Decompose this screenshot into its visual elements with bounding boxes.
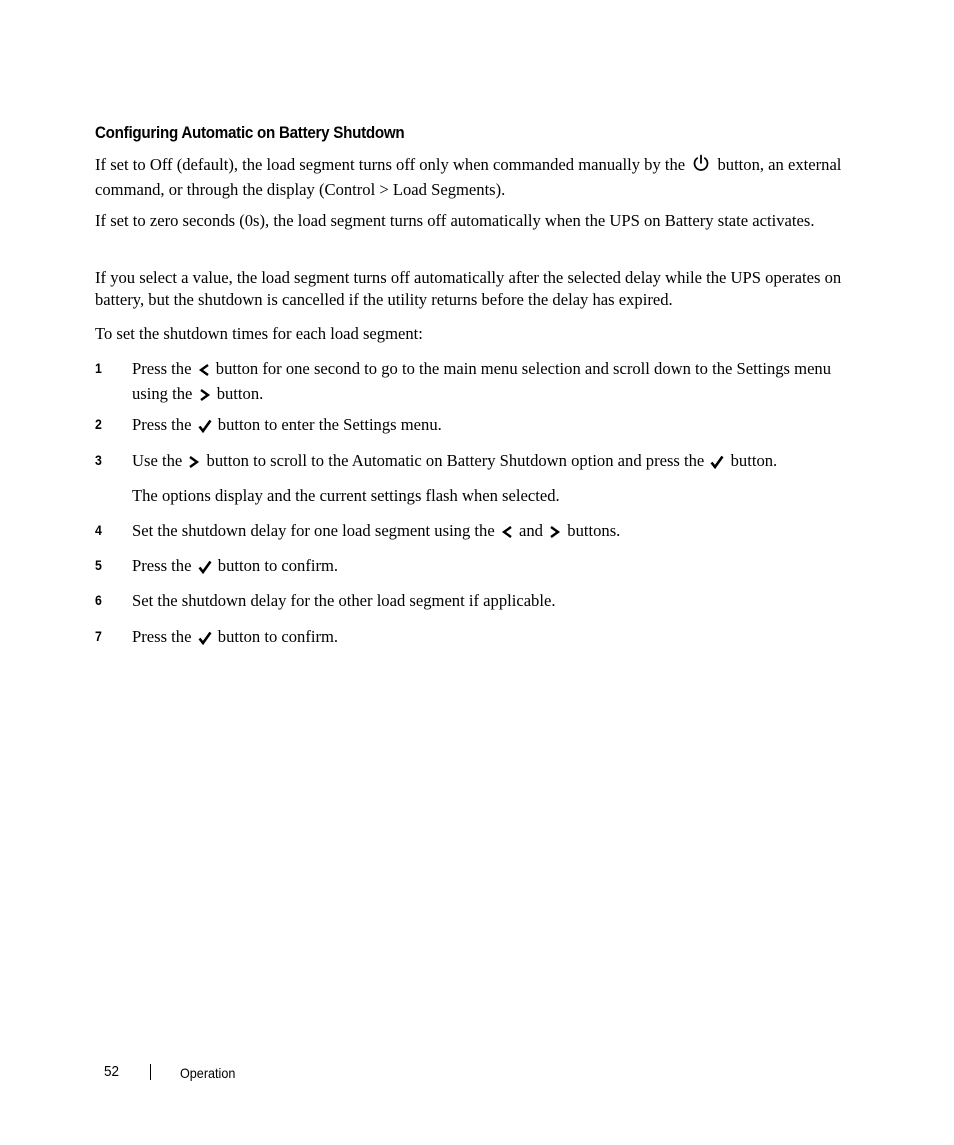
step-text: Press the — [132, 627, 192, 646]
step-3 — [132, 450, 862, 475]
step-text: Set the shutdown delay for one load segment using the — [132, 521, 495, 540]
step-text: button to enter the Settings menu. — [217, 415, 442, 434]
footer-divider — [150, 1064, 151, 1080]
step-number: 3 — [95, 452, 102, 468]
paragraph-text: If set to Off (default), the load segment turns off only when commanded manually by the — [95, 155, 686, 174]
page-number: 52 — [104, 1063, 120, 1080]
step-text: Press the — [132, 556, 192, 575]
step-4 — [132, 520, 862, 545]
checkmark-icon — [198, 629, 212, 651]
step-text: button. — [216, 383, 264, 403]
chevron-left-icon — [198, 361, 210, 383]
step-2 — [132, 414, 862, 439]
step-text: Press the — [132, 359, 192, 378]
step-text: Use the — [132, 451, 183, 470]
paragraph-zero-seconds: If set to zero seconds (0s), the load segment turns off automatically when the UPS on Battery state activates. — [95, 211, 815, 230]
step-text: and — [519, 521, 543, 540]
step-number: 5 — [95, 557, 102, 573]
section-heading: Configuring Automatic on Battery Shutdown — [95, 124, 405, 142]
step-6: Set the shutdown delay for the other load segment if applicable. — [132, 591, 556, 610]
chevron-right-icon — [549, 523, 561, 545]
checkmark-icon — [198, 558, 212, 580]
paragraph-text: button, an external command, or through the display (Control > Load Segments). — [95, 155, 842, 199]
paragraph-select-value: If you select a value, the load segment turns off automatically after the selected delay while the UPS operates on battery, but the shutdown is cancelled if the utility returns before the delay has expired. — [95, 268, 842, 309]
paragraph-off-default — [95, 153, 855, 200]
step-3-note: The options display and the current settings flash when selected. — [132, 486, 560, 505]
step-text: button to confirm. — [217, 556, 339, 575]
paragraph-intro-steps: To set the shutdown times for each load segment: — [95, 324, 423, 343]
checkmark-icon — [198, 417, 212, 439]
step-1 — [132, 358, 862, 407]
step-text: button to confirm. — [217, 627, 339, 646]
checkmark-icon — [710, 453, 724, 475]
step-number: 1 — [95, 360, 102, 376]
step-number: 2 — [95, 416, 102, 432]
step-5 — [132, 555, 862, 580]
step-7 — [132, 626, 862, 651]
step-number: 6 — [95, 592, 102, 608]
step-text: buttons. — [567, 521, 621, 540]
step-number: 7 — [95, 628, 102, 644]
step-text: Press the — [132, 415, 192, 434]
power-icon — [691, 153, 711, 179]
chevron-left-icon — [501, 523, 513, 545]
step-text: button to scroll to the Automatic on Battery Shutdown option and press the — [206, 451, 705, 470]
chevron-right-icon — [199, 386, 211, 408]
chevron-right-icon — [188, 453, 200, 475]
step-text: button. — [730, 451, 778, 470]
footer-section-title: Operation — [180, 1065, 236, 1081]
step-number: 4 — [95, 522, 102, 538]
step-text: button for one second to go to the main menu selection and scroll down to the Settings menu using the — [132, 359, 832, 403]
